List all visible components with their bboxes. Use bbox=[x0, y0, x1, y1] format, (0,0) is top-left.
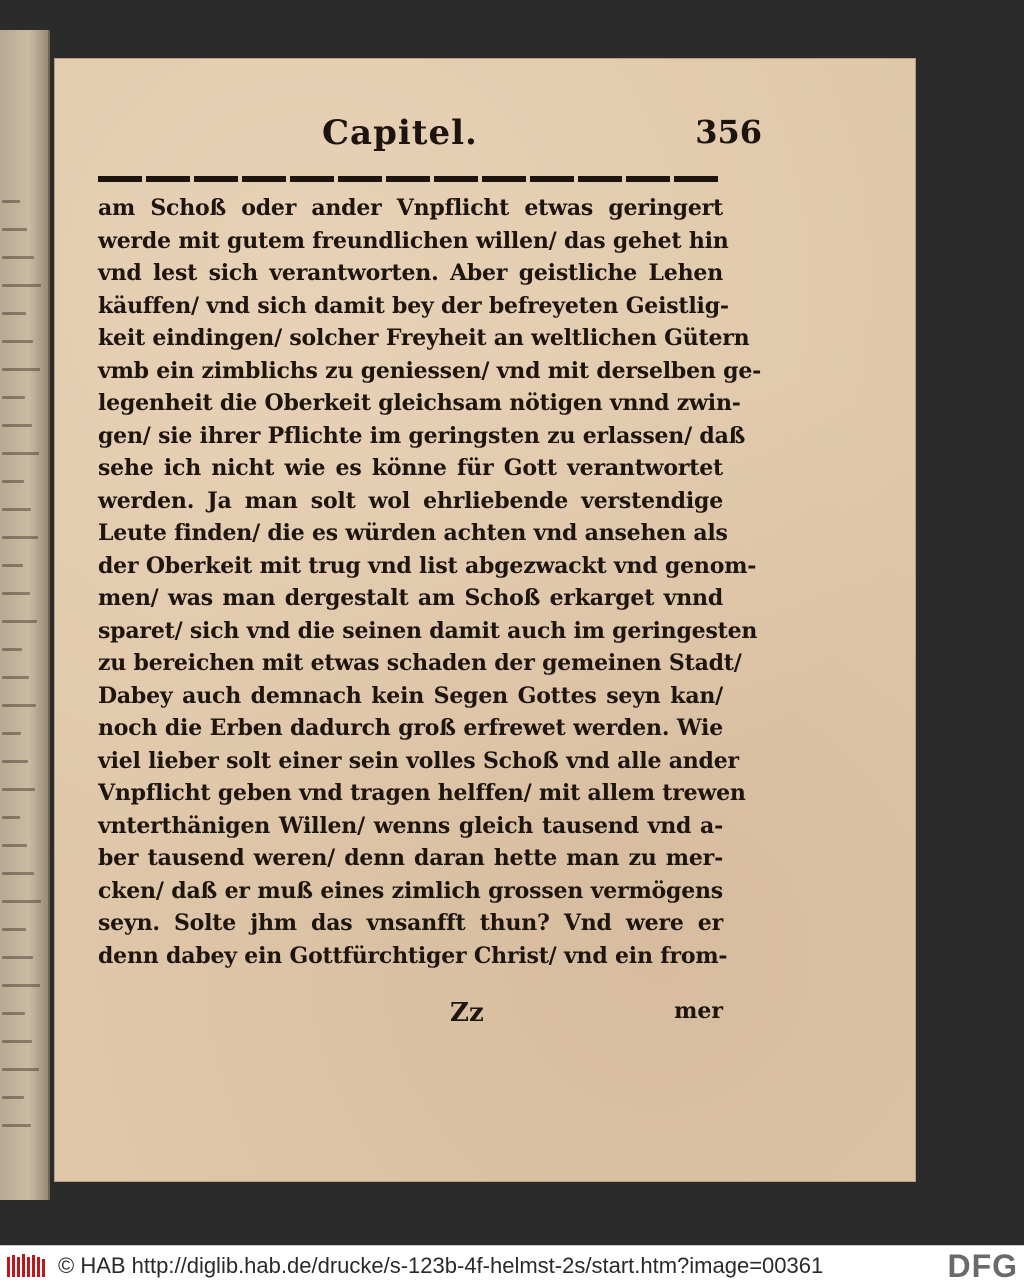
previous-page-text-fragment bbox=[2, 508, 31, 511]
text-line: zu bereichen mit etwas schaden der gemeinen Stadt/ bbox=[98, 650, 742, 676]
text-line: Vnpflicht geben vnd tragen helffen/ mit allem trewen bbox=[98, 780, 746, 806]
text-line: der Oberkeit mit trug vnd list abgezwackt vnd genom- bbox=[98, 552, 757, 579]
previous-page-text-fragment bbox=[2, 200, 20, 203]
previous-page-text-fragment bbox=[2, 900, 41, 903]
text-line: vnterthänigen Willen/ wenns gleich tausend vnd a- bbox=[98, 812, 723, 839]
previous-page-text-fragment bbox=[2, 788, 35, 791]
text-line: keit eindingen/ solcher Freyheit an weltlichen Gütern bbox=[98, 325, 750, 351]
catchword: mer bbox=[674, 998, 723, 1024]
previous-page-text-fragment bbox=[2, 620, 37, 623]
page-header bbox=[322, 113, 762, 163]
previous-page-text-fragment bbox=[2, 816, 20, 819]
previous-page-text-fragment bbox=[2, 1012, 25, 1015]
previous-page-text-fragment bbox=[2, 228, 27, 231]
previous-page-text-fragment bbox=[2, 480, 24, 483]
signature-mark: Zz bbox=[450, 998, 484, 1028]
text-line: Dabey auch demnach kein Segen Gottes seyn kan/ bbox=[98, 682, 723, 709]
text-line: denn dabey ein Gottfürchtiger Christ/ vnd ein from- bbox=[98, 942, 728, 969]
text-line: am Schoß oder ander Vnpflicht etwas geringert bbox=[98, 195, 723, 221]
previous-page-text-fragment bbox=[2, 1040, 32, 1043]
previous-page-text-fragment bbox=[2, 1096, 24, 1099]
text-line: cken/ daß er muß eines zimlich grossen vermögens bbox=[98, 877, 723, 904]
text-line: werde mit gutem freundlichen willen/ das gehet hin bbox=[98, 227, 729, 254]
previous-page-text-fragment bbox=[2, 648, 22, 651]
text-line: sehe ich nicht wie es könne für Gott verantwortet bbox=[98, 455, 723, 481]
previous-page-text-fragment bbox=[2, 1124, 31, 1127]
previous-page-text-fragment bbox=[2, 872, 34, 875]
previous-page-edge bbox=[0, 30, 50, 1200]
text-line: sparet/ sich vnd die seinen damit auch im geringesten bbox=[98, 617, 758, 644]
text-line: ber tausend weren/ denn daran hette man zu mer- bbox=[98, 845, 723, 871]
previous-page-text-fragment bbox=[2, 984, 40, 987]
previous-page-text-fragment bbox=[2, 256, 34, 259]
text-line: legenheit die Oberkeit gleichsam nötigen vnnd zwin- bbox=[98, 390, 741, 416]
previous-page-text-fragment bbox=[2, 452, 39, 455]
previous-page-text-fragment bbox=[2, 536, 38, 539]
book-page bbox=[54, 58, 916, 1182]
running-title: Capitel. bbox=[322, 113, 478, 153]
body-text bbox=[98, 192, 762, 972]
previous-page-text-fragment bbox=[2, 592, 30, 595]
previous-page-text-fragment bbox=[2, 732, 21, 735]
text-line: viel lieber solt einer sein volles Schoß vnd alle ander bbox=[98, 747, 739, 774]
text-line: gen/ sie ihrer Pflichte im geringsten zu erlassen/ daß bbox=[98, 422, 746, 449]
previous-page-text-fragment bbox=[2, 564, 23, 567]
attribution-bar bbox=[0, 1245, 1024, 1286]
previous-page-text-fragment bbox=[2, 368, 40, 371]
previous-page-text-fragment bbox=[2, 760, 28, 763]
header-rule bbox=[98, 176, 718, 182]
previous-page-text-fragment bbox=[2, 1068, 39, 1071]
text-line: Leute finden/ die es würden achten vnd ansehen als bbox=[98, 520, 728, 546]
previous-page-text-fragment bbox=[2, 676, 29, 679]
previous-page-text-fragment bbox=[2, 704, 36, 707]
previous-page-text-fragment bbox=[2, 396, 25, 399]
previous-page-text-fragment bbox=[2, 956, 33, 959]
previous-page-text-fragment bbox=[2, 844, 27, 847]
hab-logo-icon bbox=[6, 1253, 46, 1279]
previous-page-text-fragment bbox=[2, 312, 26, 315]
previous-page-text-fragment bbox=[2, 424, 32, 427]
previous-page-text-fragment bbox=[2, 928, 26, 931]
page-number: 356 bbox=[695, 113, 762, 151]
text-line: vnd lest sich verantworten. Aber geistliche Lehen bbox=[98, 260, 723, 286]
dfg-logo: DFG bbox=[941, 1248, 1018, 1284]
text-line: vmb ein zimblichs zu geniessen/ vnd mit derselben ge- bbox=[98, 357, 762, 384]
text-line: käuffen/ vnd sich damit bey der befreyeten Geistlig- bbox=[98, 292, 729, 319]
previous-page-text-fragment bbox=[2, 340, 33, 343]
text-line: noch die Erben dadurch groß erfrewet werden. Wie bbox=[98, 715, 723, 741]
previous-page-text-fragment bbox=[2, 284, 41, 287]
page-footer bbox=[98, 998, 723, 1038]
text-line: werden. Ja man solt wol ehrliebende verstendige bbox=[98, 487, 723, 514]
text-line: men/ was man dergestalt am Schoß erkarget vnnd bbox=[98, 585, 723, 611]
text-line: seyn. Solte jhm das vnsanfft thun? Vnd were er bbox=[98, 910, 723, 936]
source-link[interactable]: © HAB http://diglib.hab.de/drucke/s-123b-4f-helmst-2s/start.htm?image=00361 bbox=[58, 1253, 824, 1278]
